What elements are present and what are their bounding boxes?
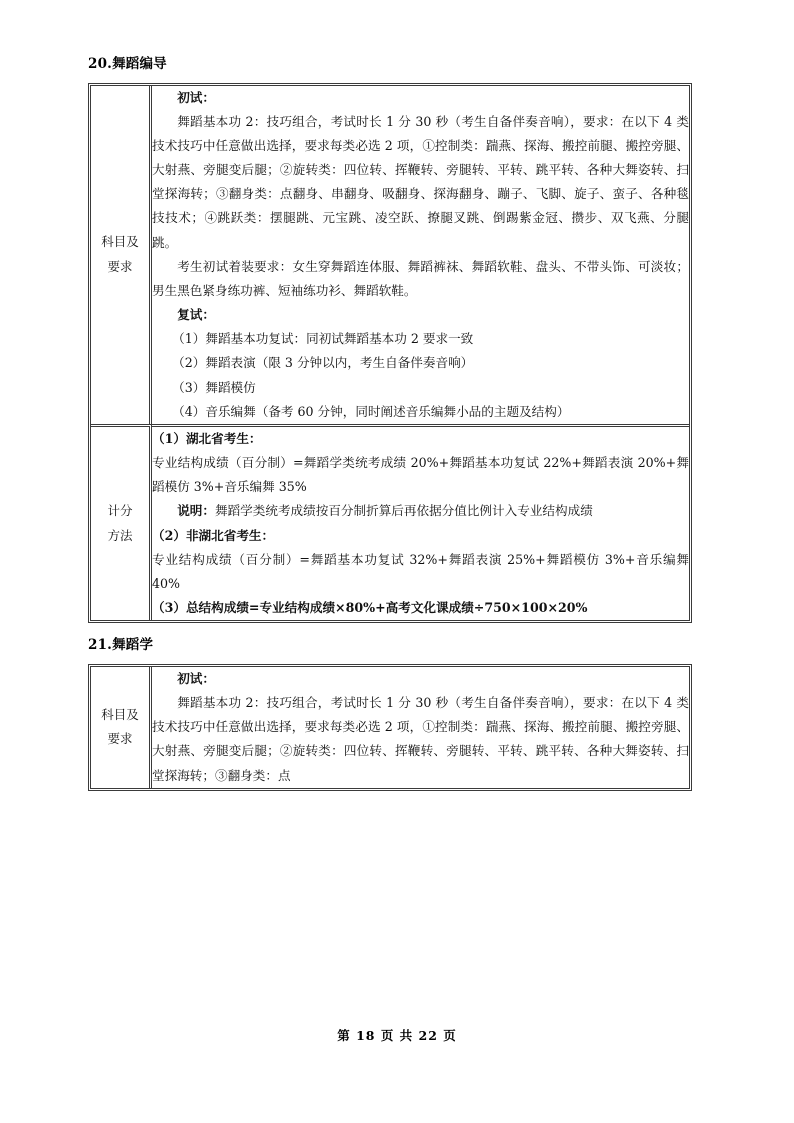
paragraph-retest-item-2: （2）舞蹈表演（限 3 分钟以内，考生自备伴奏音响） bbox=[172, 355, 474, 371]
table-row bbox=[91, 424, 689, 620]
row-label-subject-requirements bbox=[91, 86, 152, 424]
row-label-line: 科目及 bbox=[101, 234, 139, 250]
note-lead-label: 说明： bbox=[177, 503, 215, 519]
row-label-line: 要求 bbox=[107, 731, 133, 747]
paragraph-basic-skills: 舞蹈基本功 2：技巧组合，考试时长 1 分 30 秒（考生自备伴奏音响），要求：在以下 4 类技术技巧中任意做出选择，要求每类必选 2 项，①控制类：踹燕、探海、搬控前腿、搬控旁腿、大射燕、旁腿变后腿；②旋转类：四位转、挥鞭转、旁腿转、平转、跳平转、各种大舞姿转、扫堂探海转；③翻身类：点翻身、串翻身、吸翻身、探海翻身、蹦子、飞脚、旋子、蛮子、各种毯技技术；④跳跃类：摆腿跳、元宝跳、凌空跃、撩腿叉跳、倒踢紫金冠、攒步、双飞燕、分腿跳。 bbox=[152, 113, 689, 250]
row-content-scoring-method bbox=[152, 424, 689, 620]
section-heading-dance-choreography: 20.舞蹈编导 bbox=[88, 56, 167, 72]
table-row bbox=[91, 86, 689, 424]
paragraph-hubei-formula: 专业结构成绩（百分制）=舞蹈学类统考成绩 20%+舞蹈基本功复试 22%+舞蹈表演 20%+舞蹈模仿 3%+音乐编舞 35% bbox=[152, 455, 689, 495]
paragraph-retest-item-1: （1）舞蹈基本功复试：同初试舞蹈基本功 2 要求一致 bbox=[172, 331, 474, 347]
paragraph-preliminary-title: 初试： bbox=[177, 670, 215, 686]
row-content-subject-requirements bbox=[152, 667, 689, 788]
paragraph-retest-title: 复试： bbox=[177, 307, 215, 323]
requirements-table-dance-choreography bbox=[88, 83, 692, 624]
page-footer: 第 18 页 共 22 页 bbox=[337, 1028, 457, 1043]
table-row bbox=[91, 667, 689, 788]
row-label-line: 方法 bbox=[107, 527, 133, 543]
row-label-line: 计分 bbox=[107, 503, 133, 519]
paragraph-retest-item-4: （4）音乐编舞（备考 60 分钟，同时阐述音乐编舞小品的主题及结构） bbox=[172, 403, 570, 419]
requirements-table-dance-studies bbox=[88, 664, 692, 791]
paragraph-total-score-formula: （3）总结构成绩=专业结构成绩×80%+高考文化课成绩÷750×100×20% bbox=[152, 600, 588, 616]
row-label-line: 科目及 bbox=[101, 706, 139, 722]
note-body: 舞蹈学类统考成绩按百分制折算后再依据分值比例计入专业结构成绩 bbox=[214, 503, 593, 519]
paragraph-preliminary-title: 初试： bbox=[177, 89, 215, 105]
paragraph-hubei-candidates-title: （1）湖北省考生： bbox=[152, 430, 262, 446]
paragraph-hubei-note bbox=[152, 499, 689, 523]
paragraph-non-hubei-candidates-title: （2）非湖北省考生： bbox=[152, 527, 275, 543]
row-label-scoring-method bbox=[91, 424, 152, 620]
section-heading-dance-studies: 21.舞蹈学 bbox=[88, 637, 154, 654]
paragraph-basic-skills: 舞蹈基本功 2：技巧组合，考试时长 1 分 30 秒（考生自备伴奏音响），要求：在以下 4 类技术技巧中任意做出选择，要求每类必选 2 项，①控制类：踹燕、探海、搬控前腿、搬控旁腿、大射燕、旁腿变后腿；②旋转类：四位转、挥鞭转、旁腿转、平转、跳平转、各种大舞姿转、扫堂探海转；③翻身类：点 bbox=[152, 695, 689, 783]
paragraph-dress-code: 考生初试着装要求：女生穿舞蹈连体服、舞蹈裤袜、舞蹈软鞋、盘头、不带头饰、可淡妆；男生黑色紧身练功裤、短袖练功衫、舞蹈软鞋。 bbox=[152, 258, 689, 298]
paragraph-non-hubei-formula: 专业结构成绩（百分制）=舞蹈基本功复试 32%+舞蹈表演 25%+舞蹈模仿 3%+音乐编舞 40% bbox=[152, 551, 689, 591]
row-label-subject-requirements bbox=[91, 667, 152, 788]
row-label-line: 要求 bbox=[107, 258, 133, 274]
paragraph-retest-item-3: （3）舞蹈模仿 bbox=[172, 379, 256, 395]
row-content-subject-requirements bbox=[152, 86, 689, 424]
